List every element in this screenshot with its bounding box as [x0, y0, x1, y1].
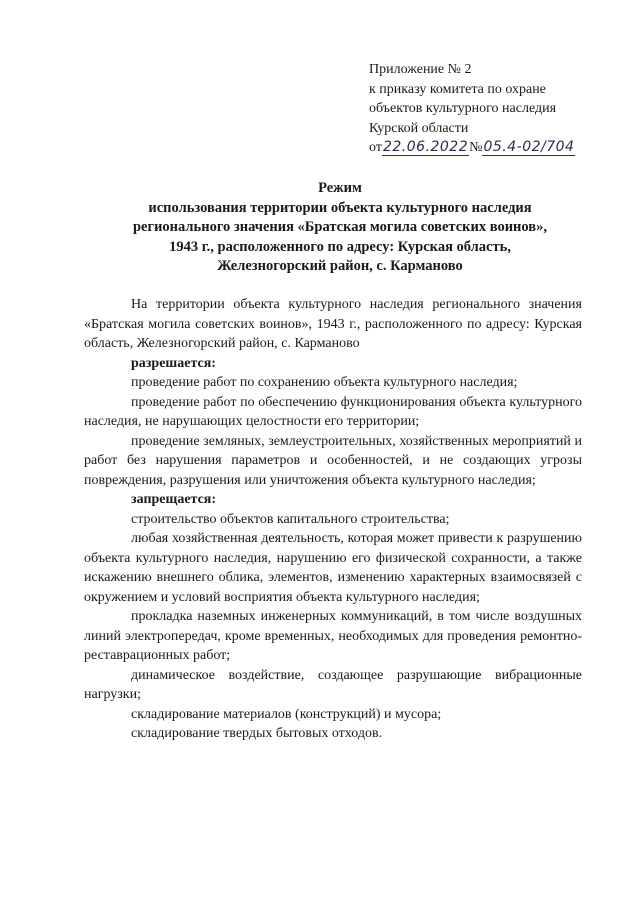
appendix-order-ref: к приказу комитета по охране	[369, 81, 546, 97]
title-line-4: 1943 г., расположенного по адресу: Курская область,	[169, 238, 511, 255]
number-sign: №	[469, 140, 483, 155]
forbidden-item: складирование твердых бытовых отходов.	[131, 726, 383, 741]
forbidden-item: динамическое воздействие, создающее разрушающие вибрационные нагрузки;	[84, 667, 582, 702]
forbidden-item: строительство объектов капитального строительства;	[131, 511, 450, 527]
intro-paragraph: На территории объекта культурного наследия регионального значения «Братская могила советских воинов», 1943 г., расположенного по адресу: Курская область, Железногорский район, с. Карманово	[84, 297, 582, 351]
forbidden-item: прокладка наземных инженерных коммуникаций, в том числе воздушных линий электропередач, кроме временных, необходимых для проведения ремонтно-реставрационных работ;	[84, 609, 582, 663]
document-body	[84, 295, 582, 744]
handwritten-date: 22.06.2022	[382, 139, 469, 155]
document-title	[60, 179, 620, 277]
title-line-5: Железногорский район, с. Карманово	[217, 258, 463, 274]
forbidden-item: складирование материалов (конструкций) и мусора;	[131, 706, 442, 722]
forbidden-item: любая хозяйственная деятельность, которая может привести к разрушению объекта культурного наследия, нарушению его физической сохранности, а также искажению внешнего облика, элементов, изменению характерных взаимосвязей с окружением и условий восприятия объекта культурного наследия;	[84, 531, 582, 605]
title-line-2: использования территории объекта культурного наследия	[148, 199, 532, 216]
allowed-item: проведение работ по обеспечению функционирования объекта культурного наследия, не нарушающих целостности его территории;	[84, 394, 582, 429]
appendix-number: Приложение № 2	[369, 62, 472, 77]
appendix-region: Курской области	[369, 120, 469, 136]
title-line-1: Режим	[318, 180, 362, 196]
allowed-item: проведение земляных, землеустроительных, хозяйственных мероприятий и работ без нарушения параметров и особенностей, и не создающих угрозы повреждения, разрушения или уничтожения объекта культурного наследия;	[84, 433, 582, 488]
forbidden-label: запрещается:	[131, 492, 217, 507]
title-line-3: регионального значения «Братская могила советских воинов»,	[132, 219, 547, 235]
allowed-label: разрешается:	[131, 355, 216, 371]
from-prefix: от	[369, 140, 382, 155]
appendix-header	[369, 60, 619, 158]
allowed-item: проведение работ по сохранению объекта культурного наследия;	[131, 375, 518, 390]
handwritten-order-number: 05.4-02/704	[483, 139, 575, 155]
order-date-number-line	[369, 138, 619, 158]
appendix-committee: объектов культурного наследия	[369, 101, 557, 116]
